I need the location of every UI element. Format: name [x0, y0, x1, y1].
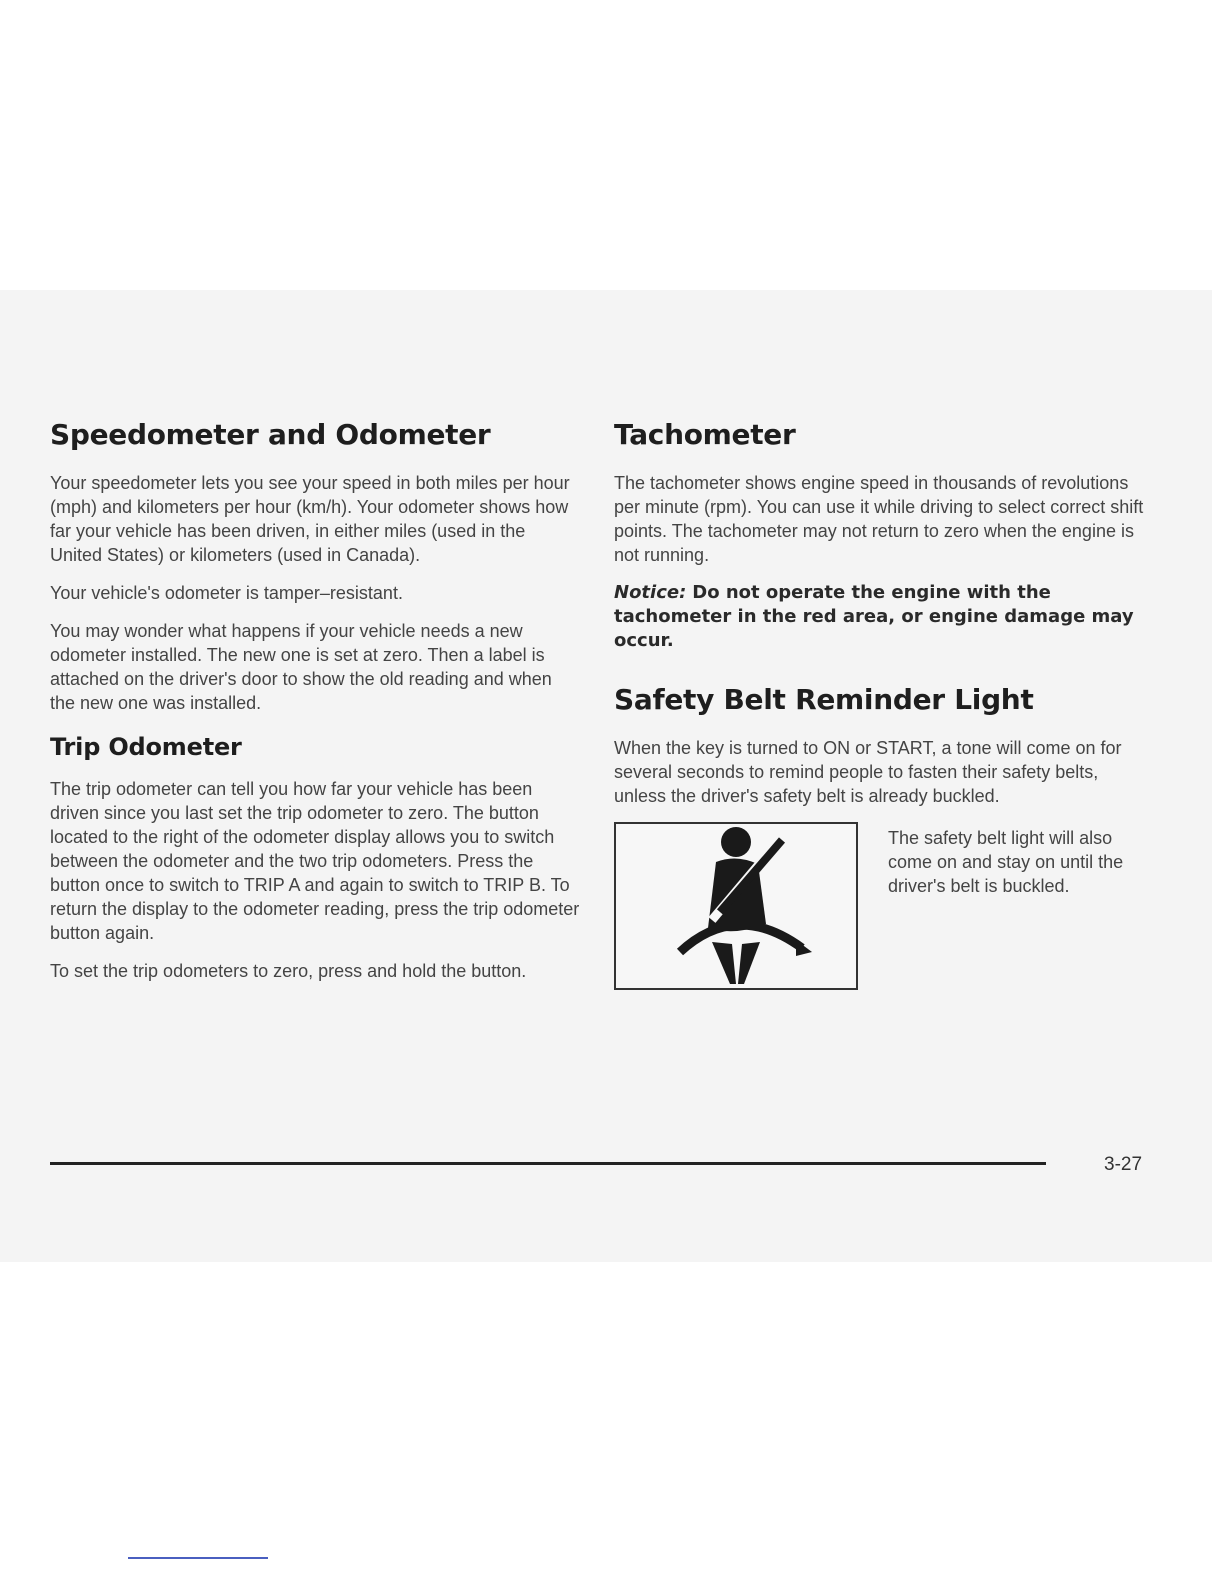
safety-belt-caption: The safety belt light will also come on and stay on until the driver's belt is buckled.: [888, 828, 1124, 896]
seatbelt-icon-frame: [614, 822, 858, 990]
notice-block: [614, 581, 1154, 653]
seatbelt-icon: [616, 824, 856, 988]
safety-belt-paragraph: When the key is turned to ON or START, a tone will come on for several seconds to remind people to fasten their safety belts, unless the driver's safety belt is already buckled.: [614, 738, 1122, 806]
trip-paragraph-1: The trip odometer can tell you how far your vehicle has been driven since you last set the trip odometer to zero. The button located to the right of the odometer display allows you to switch between the odometer and the two trip odometers. Press the button once to switch to TRIP A and again to switch to TRIP B. To return the display to the odometer reading, press the trip odometer button again.: [50, 779, 580, 943]
page-number: 3-27: [1104, 1154, 1143, 1175]
speedometer-paragraph-3: You may wonder what happens if your vehicle needs a new odometer installed. The new one is set at zero. Then a label is attached on the driver's door to show the old reading and when the new one was installed.: [50, 621, 552, 713]
right-column: [614, 418, 1154, 1002]
notice-text: Do not operate the engine with the tachometer in the red area, or engine damage may occur.: [614, 582, 1134, 651]
left-column: [50, 418, 580, 997]
trip-odometer-heading: Trip Odometer: [50, 733, 242, 761]
safety-belt-heading: Safety Belt Reminder Light: [614, 683, 1034, 716]
speedometer-paragraph-2: Your vehicle's odometer is tamper–resistant.: [50, 583, 403, 603]
notice-label: Notice:: [614, 582, 687, 603]
footer-rule: [50, 1162, 1046, 1165]
speedometer-paragraph-1: Your speedometer lets you see your speed in both miles per hour (mph) and kilometers per hour (km/h). Your odometer shows how far your vehicle has been driven, in either miles (used in the United States) or kilometers (used in Canada).: [50, 473, 570, 565]
safety-belt-figure-row: [614, 822, 1154, 1002]
speedometer-heading: Speedometer and Odometer: [50, 418, 491, 451]
tachometer-paragraph: The tachometer shows engine speed in thousands of revolutions per minute (rpm). You can use it while driving to select correct shift points. The tachometer may not return to zero when the engine is not running.: [614, 473, 1144, 565]
decorative-line: [128, 1557, 268, 1559]
trip-paragraph-2: To set the trip odometers to zero, press and hold the button.: [50, 961, 527, 981]
tachometer-heading: Tachometer: [614, 418, 796, 451]
